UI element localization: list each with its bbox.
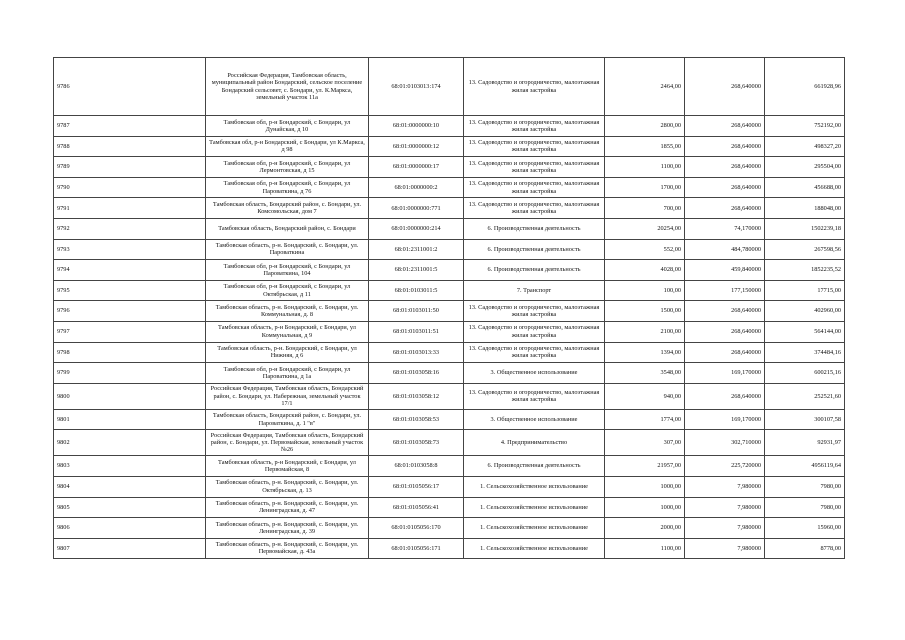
address-cell: Тамбовская обл, р-н Бондарский, с Бондари, ул Пароваткина, 104 xyxy=(206,260,369,281)
row-number: 9796 xyxy=(54,301,206,322)
area-cell: 1700,00 xyxy=(605,177,685,198)
land-use-cell: 13. Садоводство и огородничество, малоэтажная жилая застройка xyxy=(464,177,605,198)
area-cell: 2464,00 xyxy=(605,58,685,116)
table-row xyxy=(54,136,845,157)
address-cell: Тамбовская обл, р-н Бондарский, с Бондари, ул Дунайская, д 10 xyxy=(206,116,369,137)
cadastral-value-cell: 8778,00 xyxy=(765,538,845,559)
cadastral-value-cell: 374484,16 xyxy=(765,342,845,363)
address-cell: Российская Федерация, Тамбовская область, муниципальный район Бондарский, сельское поселение Бондарский сельсовет, с. Бондари, ул. К.Маркса, земельный участок 11а xyxy=(206,58,369,116)
area-cell: 2100,00 xyxy=(605,321,685,342)
table-row xyxy=(54,177,845,198)
rate-cell: 268,640000 xyxy=(685,157,765,178)
row-number: 9791 xyxy=(54,198,206,219)
cadastral-value-cell: 300107,58 xyxy=(765,409,845,430)
land-use-cell: 13. Садоводство и огородничество, малоэтажная жилая застройка xyxy=(464,136,605,157)
address-cell: Тамбовская область, р-н Бондарский, с Бондари, ул Первомайская, 8 xyxy=(206,456,369,477)
cadastral-number-cell: 68:01:0105056:170 xyxy=(369,518,464,539)
table-row xyxy=(54,218,845,239)
area-cell: 1774,00 xyxy=(605,409,685,430)
cadastral-number-cell: 68:01:0103058:8 xyxy=(369,456,464,477)
address-cell: Тамбовская область, Бондарский район, с. Бондари, ул. Комсомольская, дом 7 xyxy=(206,198,369,219)
address-cell: Тамбовская область, р-н. Бондарский, с. Бондари, ул. Ленинградская, д. 47 xyxy=(206,497,369,518)
cadastral-value-cell: 295504,00 xyxy=(765,157,845,178)
row-number: 9798 xyxy=(54,342,206,363)
land-use-cell: 1. Сельскохозяйственное использование xyxy=(464,538,605,559)
rate-cell: 268,640000 xyxy=(685,58,765,116)
cadastral-value-cell: 7980,00 xyxy=(765,476,845,497)
land-use-cell: 6. Производственная деятельность xyxy=(464,260,605,281)
address-cell: Тамбовская область, р-н. Бондарский, с. Бондари, ул. Коммунальная, д. 8 xyxy=(206,301,369,322)
area-cell: 1855,00 xyxy=(605,136,685,157)
rate-cell: 169,170000 xyxy=(685,409,765,430)
address-cell: Тамбовская обл, р-н Бондарский, с Бондари, ул К.Маркса, д 98 xyxy=(206,136,369,157)
land-use-cell: 3. Общественное использование xyxy=(464,409,605,430)
cadastral-number-cell: 68:01:0000000:214 xyxy=(369,218,464,239)
table-row xyxy=(54,383,845,409)
address-cell: Тамбовская область, Бондарский район, с. Бондари, ул. Пароваткина, д. 1 "в" xyxy=(206,409,369,430)
land-use-cell: 4. Предпринимательство xyxy=(464,430,605,456)
address-cell: Тамбовская область, р-н. Бондарский, с. Бондари, ул. Первомайская, д. 43а xyxy=(206,538,369,559)
row-number: 9792 xyxy=(54,218,206,239)
cadastral-number-cell: 68:01:2311001:5 xyxy=(369,260,464,281)
cadastral-number-cell: 68:01:0103011:5 xyxy=(369,280,464,301)
cadastral-number-cell: 68:01:0105056:171 xyxy=(369,538,464,559)
cadastral-value-cell: 1502239,18 xyxy=(765,218,845,239)
address-cell: Тамбовская обл, р-н Бондарский, с Бондари, ул Пароваткина, д 76 xyxy=(206,177,369,198)
cadastral-number-cell: 68:01:0103058:53 xyxy=(369,409,464,430)
row-number: 9804 xyxy=(54,476,206,497)
cadastral-value-cell: 402960,00 xyxy=(765,301,845,322)
table-row xyxy=(54,157,845,178)
area-cell: 4028,00 xyxy=(605,260,685,281)
table-body xyxy=(54,58,845,559)
address-cell: Тамбовская область, р-н. Бондарский, с Бондари, ул Нижняя, д 6 xyxy=(206,342,369,363)
land-use-cell: 13. Садоводство и огородничество, малоэтажная жилая застройка xyxy=(464,58,605,116)
table-row xyxy=(54,321,845,342)
area-cell: 1500,00 xyxy=(605,301,685,322)
row-number: 9800 xyxy=(54,383,206,409)
table-row xyxy=(54,363,845,384)
cadastral-value-cell: 498327,20 xyxy=(765,136,845,157)
cadastral-value-cell: 17715,00 xyxy=(765,280,845,301)
address-cell: Тамбовская обл, р-н Бондарский, с Бондари, ул Лермонтовская, д 15 xyxy=(206,157,369,178)
cadastral-number-cell: 68:01:0000000:12 xyxy=(369,136,464,157)
table-row xyxy=(54,342,845,363)
rate-cell: 7,980000 xyxy=(685,497,765,518)
rate-cell: 459,840000 xyxy=(685,260,765,281)
rate-cell: 268,640000 xyxy=(685,136,765,157)
row-number: 9787 xyxy=(54,116,206,137)
area-cell: 21957,00 xyxy=(605,456,685,477)
table-row xyxy=(54,409,845,430)
rate-cell: 484,780000 xyxy=(685,239,765,260)
land-use-cell: 13. Садоводство и огородничество, малоэтажная жилая застройка xyxy=(464,383,605,409)
cadastral-value-cell: 15960,00 xyxy=(765,518,845,539)
cadastral-value-table xyxy=(53,57,845,559)
cadastral-number-cell: 68:01:0103058:16 xyxy=(369,363,464,384)
table-row xyxy=(54,497,845,518)
address-cell: Тамбовская обл, р-н Бондарский, с Бондари, ул Октябрьская, д 11 xyxy=(206,280,369,301)
land-use-cell: 6. Производственная деятельность xyxy=(464,218,605,239)
rate-cell: 268,640000 xyxy=(685,198,765,219)
rate-cell: 225,720000 xyxy=(685,456,765,477)
land-use-cell: 6. Производственная деятельность xyxy=(464,239,605,260)
cadastral-value-cell: 752192,00 xyxy=(765,116,845,137)
cadastral-number-cell: 68:01:0103058:73 xyxy=(369,430,464,456)
address-cell: Тамбовская обл, р-н Бондарский, с Бондари, ул Пароваткина, д 1а xyxy=(206,363,369,384)
cadastral-number-cell: 68:01:2311001:2 xyxy=(369,239,464,260)
table-row xyxy=(54,280,845,301)
row-number: 9786 xyxy=(54,58,206,116)
cadastral-value-cell: 188048,00 xyxy=(765,198,845,219)
rate-cell: 74,170000 xyxy=(685,218,765,239)
rate-cell: 169,170000 xyxy=(685,363,765,384)
area-cell: 3548,00 xyxy=(605,363,685,384)
cadastral-value-cell: 600215,16 xyxy=(765,363,845,384)
rate-cell: 177,150000 xyxy=(685,280,765,301)
row-number: 9806 xyxy=(54,518,206,539)
table-row xyxy=(54,198,845,219)
row-number: 9797 xyxy=(54,321,206,342)
cadastral-number-cell: 68:01:0103011:51 xyxy=(369,321,464,342)
land-use-cell: 1. Сельскохозяйственное использование xyxy=(464,476,605,497)
row-number: 9799 xyxy=(54,363,206,384)
row-number: 9803 xyxy=(54,456,206,477)
area-cell: 700,00 xyxy=(605,198,685,219)
row-number: 9805 xyxy=(54,497,206,518)
area-cell: 1100,00 xyxy=(605,538,685,559)
area-cell: 100,00 xyxy=(605,280,685,301)
cadastral-value-cell: 1852235,52 xyxy=(765,260,845,281)
land-use-cell: 1. Сельскохозяйственное использование xyxy=(464,518,605,539)
cadastral-number-cell: 68:01:0000000:17 xyxy=(369,157,464,178)
cadastral-number-cell: 68:01:0000000:771 xyxy=(369,198,464,219)
land-use-cell: 1. Сельскохозяйственное использование xyxy=(464,497,605,518)
cadastral-value-cell: 267598,56 xyxy=(765,239,845,260)
area-cell: 1000,00 xyxy=(605,476,685,497)
cadastral-value-cell: 4956119,64 xyxy=(765,456,845,477)
rate-cell: 268,640000 xyxy=(685,116,765,137)
address-cell: Тамбовская область, р-н Бондарский, с Бондари, ул Коммунальная, д 9 xyxy=(206,321,369,342)
row-number: 9789 xyxy=(54,157,206,178)
area-cell: 307,00 xyxy=(605,430,685,456)
rate-cell: 268,640000 xyxy=(685,342,765,363)
area-cell: 2800,00 xyxy=(605,116,685,137)
land-use-cell: 13. Садоводство и огородничество, малоэтажная жилая застройка xyxy=(464,301,605,322)
table-row xyxy=(54,260,845,281)
address-cell: Тамбовская область, Бондарский район, с. Бондари xyxy=(206,218,369,239)
address-cell: Тамбовская область, р-н. Бондарский, с. Бондари, ул. Октябрьская, д. 13 xyxy=(206,476,369,497)
land-use-cell: 13. Садоводство и огородничество, малоэтажная жилая застройка xyxy=(464,116,605,137)
rate-cell: 268,640000 xyxy=(685,301,765,322)
area-cell: 1394,00 xyxy=(605,342,685,363)
land-use-cell: 13. Садоводство и огородничество, малоэтажная жилая застройка xyxy=(464,342,605,363)
cadastral-value-cell: 564144,00 xyxy=(765,321,845,342)
table-row xyxy=(54,456,845,477)
cadastral-number-cell: 68:01:0103013:174 xyxy=(369,58,464,116)
cadastral-number-cell: 68:01:0000000:2 xyxy=(369,177,464,198)
cadastral-number-cell: 68:01:0000000:10 xyxy=(369,116,464,137)
land-use-cell: 13. Садоводство и огородничество, малоэтажная жилая застройка xyxy=(464,321,605,342)
area-cell: 1000,00 xyxy=(605,497,685,518)
cadastral-number-cell: 68:01:0103013:33 xyxy=(369,342,464,363)
table-row xyxy=(54,538,845,559)
rate-cell: 268,640000 xyxy=(685,177,765,198)
row-number: 9802 xyxy=(54,430,206,456)
cadastral-value-cell: 661928,96 xyxy=(765,58,845,116)
rate-cell: 7,980000 xyxy=(685,538,765,559)
cadastral-value-cell: 92931,97 xyxy=(765,430,845,456)
land-use-cell: 13. Садоводство и огородничество, малоэтажная жилая застройка xyxy=(464,157,605,178)
table-row xyxy=(54,116,845,137)
cadastral-number-cell: 68:01:0103058:12 xyxy=(369,383,464,409)
address-cell: Тамбовская область, р-н. Бондарский, с. Бондари, ул. Пароваткина xyxy=(206,239,369,260)
table-row xyxy=(54,301,845,322)
area-cell: 940,00 xyxy=(605,383,685,409)
area-cell: 1100,00 xyxy=(605,157,685,178)
cadastral-number-cell: 68:01:0103011:50 xyxy=(369,301,464,322)
row-number: 9794 xyxy=(54,260,206,281)
rate-cell: 7,980000 xyxy=(685,518,765,539)
rate-cell: 268,640000 xyxy=(685,321,765,342)
row-number: 9795 xyxy=(54,280,206,301)
land-use-cell: 6. Производственная деятельность xyxy=(464,456,605,477)
rate-cell: 268,640000 xyxy=(685,383,765,409)
land-use-cell: 3. Общественное использование xyxy=(464,363,605,384)
address-cell: Российская Федерация, Тамбовская область, Бондарский район, с. Бондари, ул. Набережная, земельный участок 17/1 xyxy=(206,383,369,409)
cadastral-number-cell: 68:01:0105056:17 xyxy=(369,476,464,497)
table-row xyxy=(54,430,845,456)
cadastral-value-cell: 7980,00 xyxy=(765,497,845,518)
table-row xyxy=(54,239,845,260)
row-number: 9790 xyxy=(54,177,206,198)
address-cell: Российская Федерация, Тамбовская область, Бондарский район, с. Бондари, ул. Первомайская, земельный участок №26 xyxy=(206,430,369,456)
land-use-cell: 7. Транспорт xyxy=(464,280,605,301)
rate-cell: 302,710000 xyxy=(685,430,765,456)
cadastral-number-cell: 68:01:0105056:41 xyxy=(369,497,464,518)
rate-cell: 7,980000 xyxy=(685,476,765,497)
row-number: 9801 xyxy=(54,409,206,430)
cadastral-value-cell: 252521,60 xyxy=(765,383,845,409)
address-cell: Тамбовская область, р-н. Бондарский, с. Бондари, ул. Ленинградская, д. 39 xyxy=(206,518,369,539)
cadastral-value-cell: 456688,00 xyxy=(765,177,845,198)
row-number: 9793 xyxy=(54,239,206,260)
row-number: 9807 xyxy=(54,538,206,559)
land-use-cell: 13. Садоводство и огородничество, малоэтажная жилая застройка xyxy=(464,198,605,219)
area-cell: 20254,00 xyxy=(605,218,685,239)
table-row xyxy=(54,58,845,116)
row-number: 9788 xyxy=(54,136,206,157)
area-cell: 2000,00 xyxy=(605,518,685,539)
table-row xyxy=(54,476,845,497)
area-cell: 552,00 xyxy=(605,239,685,260)
table-row xyxy=(54,518,845,539)
